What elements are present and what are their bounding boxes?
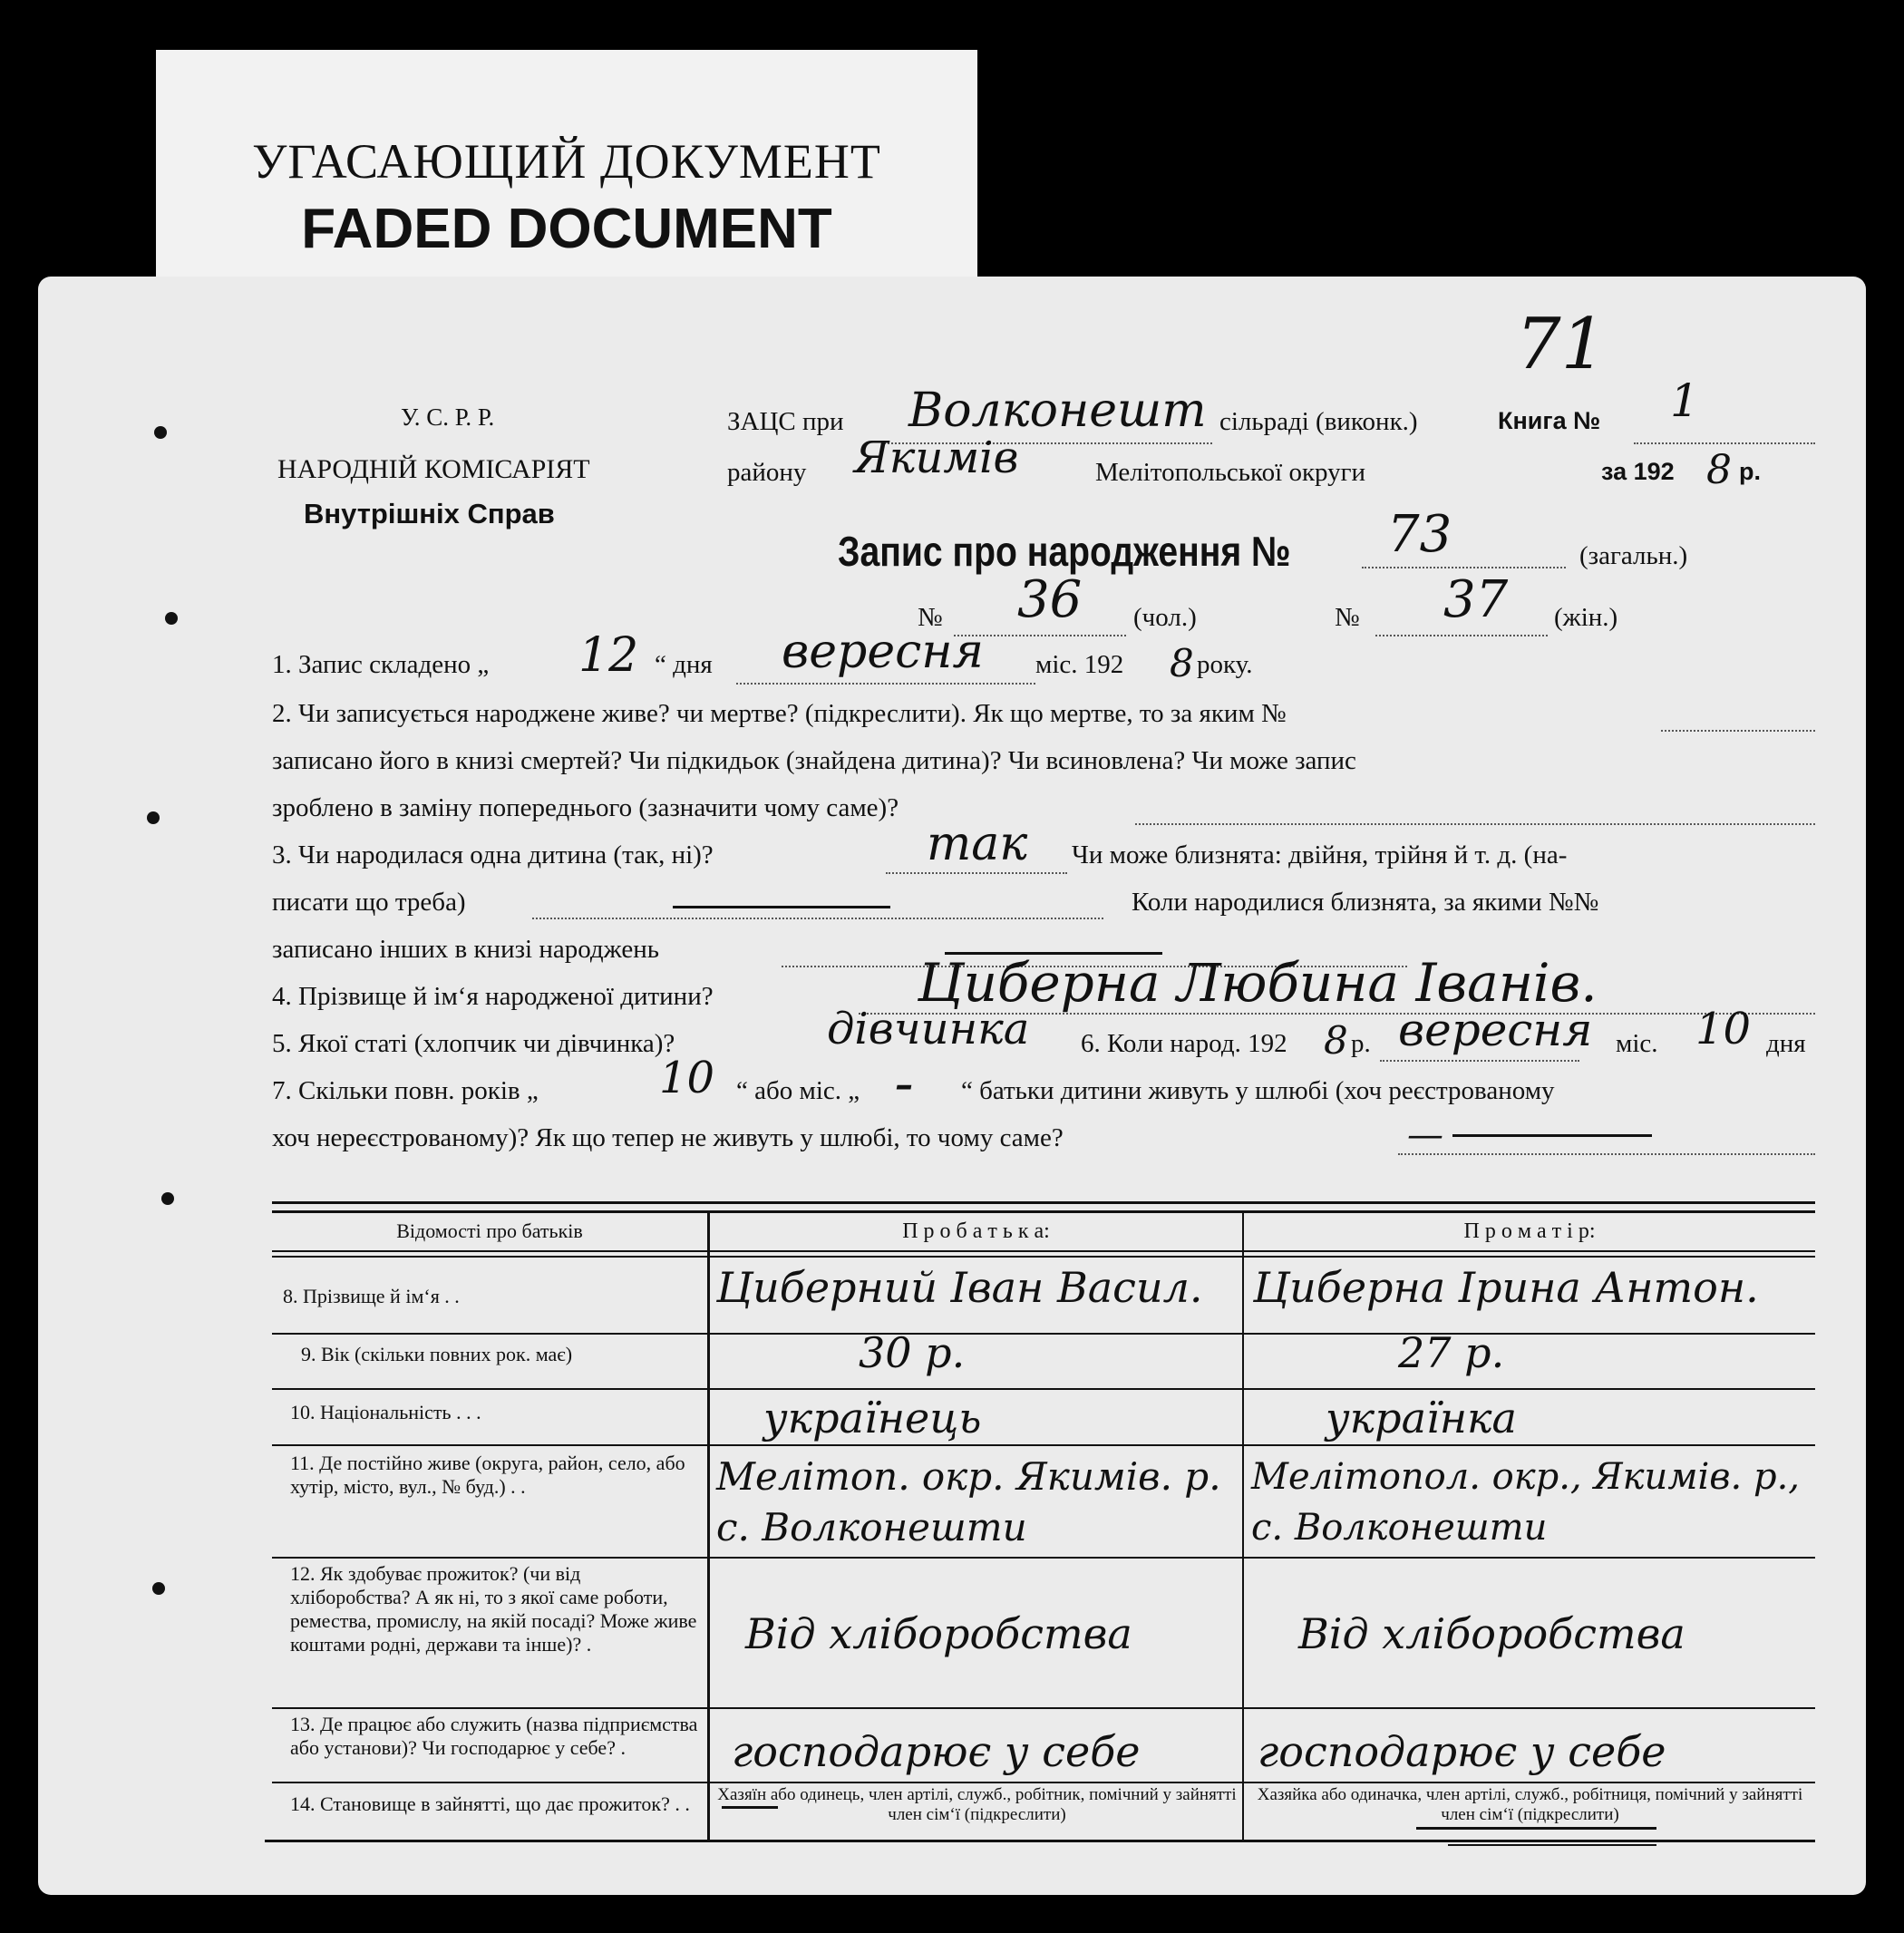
q6-year-digit: 8 xyxy=(1324,1018,1348,1063)
q2-line3: зроблено в заміну попереднього (зазначити чому саме)? xyxy=(272,793,899,822)
mother-residence: Мелітопол. окр., Якимів. р., с. Волконешти xyxy=(1251,1456,1801,1549)
father-name: Циберний Іван Васил. xyxy=(716,1263,1203,1312)
row-label-residence: 11. Де постійно живе (округа, район, село, або хутір, місто, вул., № буд.) . . xyxy=(290,1452,685,1498)
father-residence: Мелітоп. окр. Якимів. р. с. Волконешти xyxy=(716,1454,1221,1549)
q7-line2: хоч нереєстрованому)? Як що тепер не живуть у шлюбі, то чому саме? xyxy=(272,1123,1064,1152)
q7-months: – xyxy=(895,1064,913,1106)
state-abbrev: У. С. Р. Р. xyxy=(401,403,495,431)
q7-part-b: “ або міс. „ xyxy=(736,1076,860,1105)
q6-part-b: р. xyxy=(1351,1029,1371,1058)
archive-stamp xyxy=(156,50,977,277)
row-label-name: 8. Прізвище й ім‘я . . xyxy=(283,1285,460,1307)
q1-day: 12 xyxy=(578,628,639,683)
row-label-employment: 14. Становище в зайнятті, що дає прожиток? . . xyxy=(290,1792,690,1815)
stamp-en: FADED DOCUMENT xyxy=(301,198,832,260)
row-label-age: 9. Вік (скільки повних рок. має) xyxy=(301,1343,573,1365)
row-label-workplace: 13. Де працює або служить (назва підприємства або установи)? Чи господарює у себе? . xyxy=(290,1713,698,1759)
q4-label: 4. Прізвище й ім‘я народженої дитини? xyxy=(272,982,714,1011)
q5-label: 5. Якої статі (хлопчик чи дівчинка)? xyxy=(272,1029,675,1058)
village-name: Волконешт xyxy=(908,384,1207,438)
male-label: (чол.) xyxy=(1133,603,1197,632)
father-employment: Хазяїн або одинець, член артілі, служб., робітник, помічний у зайнятті член сім‘ї (підкреслити) xyxy=(717,1785,1237,1824)
male-no-label: № xyxy=(918,603,943,632)
binding-hole xyxy=(154,426,167,439)
q7-answer: — xyxy=(1407,1114,1443,1156)
row-label-livelihood: 12. Як здобуває прожиток? (чи від хліборобства? А як ні, то з якої саме роботи, ремества, промислу, на якій посаді? Може живе коштами родні, держави та інше)? . xyxy=(290,1562,697,1656)
general-label: (загальн.) xyxy=(1579,541,1688,570)
q7-years: 10 xyxy=(659,1053,715,1103)
q7-part-c: “ батьки дитини живуть у шлюбі (хоч реєстрованому xyxy=(961,1076,1555,1105)
year-prefix: за 192 xyxy=(1601,458,1675,485)
q3-answer: так xyxy=(927,817,1028,871)
q1-part-a: 1. Запис складено „ xyxy=(272,650,490,679)
binding-hole xyxy=(152,1582,165,1595)
district-name: Якимів xyxy=(854,432,1019,483)
year-digit: 8 xyxy=(1706,447,1732,493)
village-suffix: сільраді (виконк.) xyxy=(1219,407,1418,436)
district-prefix: району xyxy=(727,458,807,487)
zags-prefix: ЗАЦС при xyxy=(727,407,844,436)
female-no-label: № xyxy=(1335,603,1360,632)
q1-year-digit: 8 xyxy=(1170,641,1194,685)
year-suffix: р. xyxy=(1739,458,1761,485)
commissariat: НАРОДНІЙ КОМІСАРІЯТ xyxy=(277,454,590,484)
q3-part-a: 3. Чи народилася одна дитина (так, ні)? xyxy=(272,840,714,869)
q6-part-a: 6. Коли народ. 192 xyxy=(1081,1029,1287,1058)
father-livelihood: Від хліборобства xyxy=(745,1609,1132,1658)
record-number-male: 36 xyxy=(1017,570,1083,629)
mother-livelihood: Від хліборобства xyxy=(1298,1609,1685,1658)
q3-line2a: писати що треба) xyxy=(272,888,466,917)
father-age: 30 р. xyxy=(859,1328,966,1377)
q1-month: вересня xyxy=(782,625,984,679)
mother-nationality: українка xyxy=(1326,1394,1517,1442)
mother-employment: Хазяйка або одиначка, член артілі, служб., робітниця, помічний у зайнятті член сім‘ї (підкреслити) xyxy=(1257,1785,1803,1824)
q1-part-c: міс. 192 xyxy=(1035,650,1124,679)
table-header-father: П р о б а т ь к а: xyxy=(902,1219,1050,1243)
mother-age: 27 р. xyxy=(1398,1328,1505,1377)
table-header-mother: П р о м а т і р: xyxy=(1463,1219,1596,1243)
father-nationality: українець xyxy=(763,1394,982,1442)
record-number-general: 73 xyxy=(1387,505,1452,564)
stamp-ru: УГАСАЮЩИЙ ДОКУМЕНТ xyxy=(252,134,881,189)
q3-line2b: Коли народилися близнята, за якими №№ xyxy=(1132,888,1599,917)
binding-hole xyxy=(161,1192,174,1205)
q6-part-c: міс. xyxy=(1616,1029,1658,1058)
corner-mark: 71 xyxy=(1516,304,1607,385)
q6-day: 10 xyxy=(1695,1004,1752,1054)
q3-part-b: Чи може близнята: двійня, трійня й т. д. (на- xyxy=(1072,840,1568,869)
binding-hole xyxy=(165,612,178,625)
q3-line3: записано інших в книзі народжень xyxy=(272,935,659,964)
department: Внутрішніх Справ xyxy=(304,498,555,529)
q5-sex: дівчинка xyxy=(827,1004,1030,1054)
book-label: Книга № xyxy=(1498,407,1601,434)
q1-part-d: року. xyxy=(1197,650,1253,679)
father-workplace: господарює у себе xyxy=(732,1727,1141,1776)
district-suffix: Мелітопольської округи xyxy=(1095,458,1366,487)
birth-record-form xyxy=(38,277,1866,1895)
mother-name: Циберна Ірина Антон. xyxy=(1253,1263,1759,1312)
book-number: 1 xyxy=(1670,374,1699,427)
row-label-nationality: 10. Національність . . . xyxy=(290,1401,481,1423)
q2-line1: 2. Чи записується народжене живе? чи мертве? (підкреслити). Як що мертве, то за яким № xyxy=(272,699,1287,728)
record-title: Запис про народження № xyxy=(838,528,1291,575)
q1-part-b: “ дня xyxy=(655,650,713,679)
q4-child-name: Циберна Любина Іванів. xyxy=(918,952,1598,1014)
mother-workplace: господарює у себе xyxy=(1258,1727,1666,1776)
q2-line2: записано його в книзі смертей? Чи підкидьок (знайдена дитина)? Чи всиновлена? Чи може запис xyxy=(272,746,1356,775)
female-label: (жін.) xyxy=(1554,603,1618,632)
record-number-female: 37 xyxy=(1443,570,1509,629)
q7-part-a: 7. Скільки повн. років „ xyxy=(272,1076,539,1105)
q6-part-d: дня xyxy=(1766,1029,1806,1058)
binding-hole xyxy=(147,811,160,824)
q6-month: вересня xyxy=(1398,1004,1593,1056)
table-header-info: Відомості про батьків xyxy=(396,1219,583,1242)
